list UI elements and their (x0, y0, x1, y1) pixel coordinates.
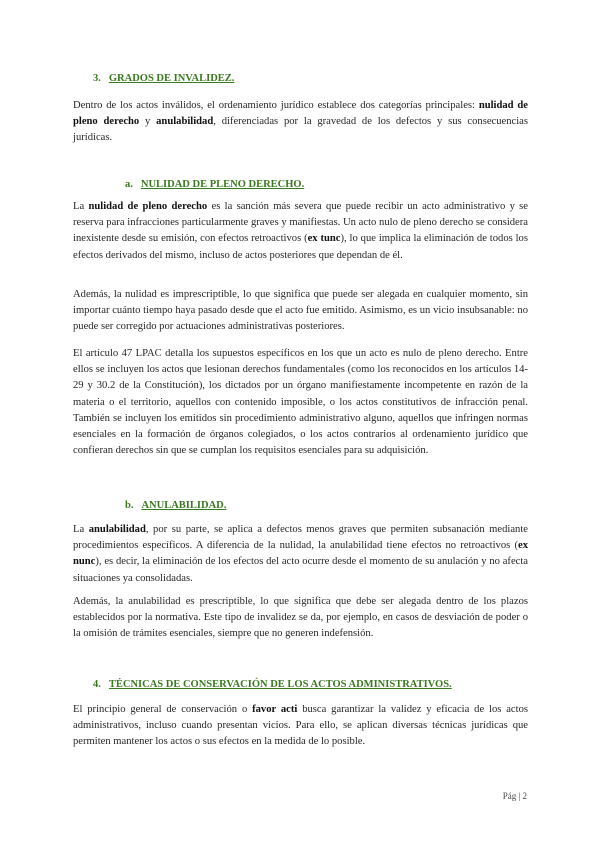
paragraph-anulabilidad-prescriptible: Además, la anulabilidad es prescriptible, lo que significa que debe ser alegada dentro de los plazos establecidos por la normativa. Este tipo de invalidez se da, por ejemplo, en casos de desviación de poder o la omisión de trámites esenciales, siempre que no generen indefensión. (73, 596, 528, 640)
paragraph-anulabilidad-definition: La anulabilidad, por su parte, se aplica a defectos menos graves que permiten subsanación mediante procedimientos específicos. A diferencia de la nulidad, la anulabilidad tiene efectos no retroactivos (ex nunc), es decir, la eliminación de los efectos del acto ocurre desde el momento de su anulación y no afecta situaciones ya consolidadas. (73, 524, 528, 584)
section-number: 4. (93, 679, 101, 690)
paragraph-favor-acti: El principio general de conservación o favor acti busca garantizar la validez y eficacia de los actos administrativos, incluso cuando presentan vicios. Para ello, se aplican diversas técnicas jurídicas que permiten mantener los actos o sus efectos en la medida de lo posible. (73, 704, 528, 748)
paragraph-nulidad-definition: La nulidad de pleno derecho es la sanción más severa que puede recibir un acto administrativo y se reserva para infracciones particularmente graves y manifiestas. Un acto nulo de pleno derecho se considera inexistente desde su emisión, con efectos retroactivos (ex tunc), lo que implica la eliminación de todos los efectos derivados del mismo, incluso de actos posteriores que dependan de él. (73, 201, 528, 261)
section-number: 3. (93, 73, 101, 84)
section-heading-3 (93, 73, 234, 84)
section-title: NULIDAD DE PLENO DERECHO. (140, 179, 305, 190)
section-heading-4 (93, 679, 452, 690)
section-title: ANULABILIDAD. (141, 500, 227, 511)
section-number: b. (125, 500, 134, 511)
section-heading-3a (125, 179, 304, 190)
paragraph-intro: Dentro de los actos inválidos, el ordenamiento jurídico establece dos categorías principales: nulidad de pleno derecho y anulabilidad, diferenciadas por la gravedad de los defectos y sus consecuencias jurídicas. (73, 100, 528, 144)
paragraph-articulo-47: El artículo 47 LPAC detalla los supuestos específicos en los que un acto es nulo de pleno derecho. Entre ellos se incluyen los actos que lesionan derechos fundamentales (como los reconocidos en los artículos 14-29 y 30.2 de la Constitución), los dictados por un órgano manifiestamente incompetente en razón de la materia o el territorio, aquellos con contenido imposible, o los actos constitutivos de infracción penal. También se incluyen los emitidos sin procedimiento administrativo alguno, aquellos que infringen normas esenciales en la formación de órganos colegiados, o los actos contrarios al ordenamiento jurídico que confieran derechos sin que se cumplan los requisitos esenciales para su adquisición. (73, 348, 528, 457)
section-heading-3b (125, 500, 226, 511)
page-number: Pág | 2 (502, 791, 527, 801)
section-title: GRADOS DE INVALIDEZ. (108, 73, 235, 84)
section-number: a. (125, 179, 133, 190)
paragraph-nulidad-imprescriptible: Además, la nulidad es imprescriptible, lo que significa que puede ser alegada en cualquier momento, sin importar cuánto tiempo haya pasado desde que el acto fue emitido. Asimismo, es un vicio insubsanable: no puede ser corregido por actuaciones administrativas posteriores. (73, 289, 528, 333)
section-title: TÉCNICAS DE CONSERVACIÓN DE LOS ACTOS ADMINISTRATIVOS. (108, 679, 452, 690)
